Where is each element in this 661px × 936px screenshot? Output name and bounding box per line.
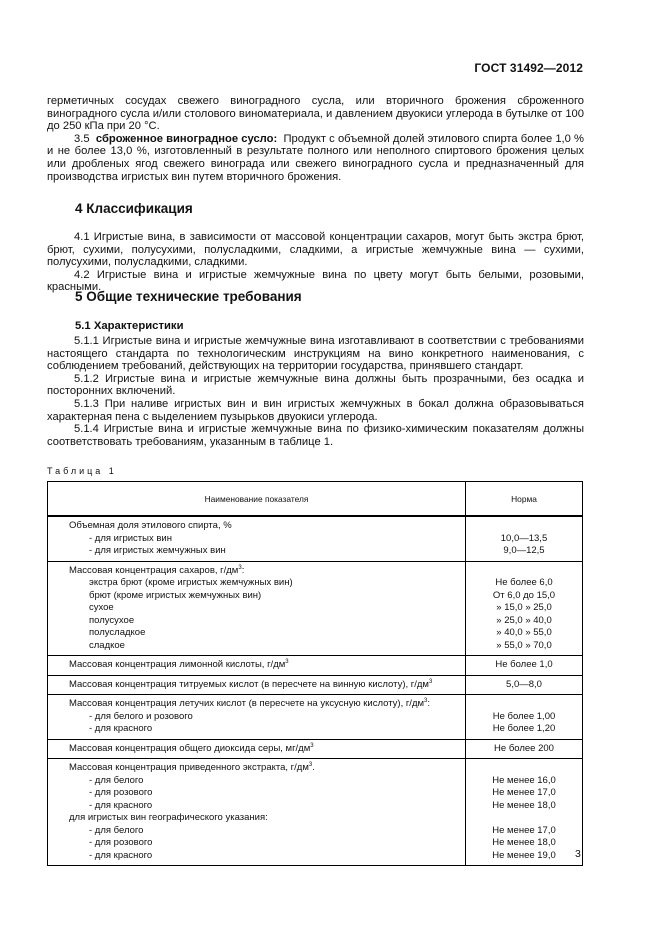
paragraph-4-1: 4.1 Игристые вина, в зависимости от массовой концентрации сахаров, могут быть экстра брют, брют, сухими, полусухими, полусладкими, сладкими, а игристые жемчужные вина — сухими, полусухими, полусладкими, сладкими. [47,231,584,269]
indicator-cell [48,561,466,656]
subsection-5-1-heading: 5.1 Характеристики [75,320,184,332]
table-row [48,516,583,561]
norm-value: 10,0—13,5 [500,532,548,544]
indicator-title: Массовая концентрация летучих кислот (в пересчете на уксусную кислоту), $г/дм^3$: [69,698,431,709]
indicator-item: - для красного [89,799,153,811]
indicator-title: Массовая концентрация лимонной кислоты, $г/дм^3$ [69,659,289,670]
norm-value: » 15,0 » 25,0 [496,602,552,613]
definition-3-5: 3.5 сброженное виноградное сусло: Продукт с объемной долей этилового спирта более 1,0 % и не более 13,0 %, изготовленный в результате полного или неполного спиртового брожения целых или дробленых ягод свежего винограда или свежего виноградного сусла и предназначенный для производства игристых вин путем вторичного брожения. [47,132,584,183]
norm-value: Не более 6,0 [495,577,553,588]
indicator-cell [48,759,466,866]
indicator-item: - для игристых вин [89,532,172,544]
indicator-item: сухое [89,602,114,613]
paragraph-5-1-3: 5.1.3 При наливе игристых вин и вин игристых жемчужных в бокал должна образовываться характерная пена с выделением пузырьков двуокиси углерода. [47,397,584,423]
paragraph-5-1-2: 5.1.2 Игристые вина и игристые жемчужные вина должны быть прозрачными, без осадка и посторонних включений. [47,372,584,398]
table-row [48,561,583,656]
indicator-item: для игристых вин географического указания: [69,812,268,823]
table-row [48,759,583,866]
norm-cell [466,695,583,740]
header-norm: Норма [466,482,583,517]
section-5-heading: 5 Общие технические требования [75,289,302,304]
norm-value: Не более 1,20 [492,723,556,734]
document-id: ГОСТ 31492—2012 [474,61,583,75]
table-row [48,739,583,759]
norm-value: Не менее 16,0 [492,774,556,786]
indicator-item: сладкое [89,639,125,651]
indicator-item: экстра брют (кроме игристых жемчужных вин) [89,577,293,588]
norm-value: Не более 1,00 [492,710,556,722]
indicator-item: - для белого [89,824,144,836]
norm-value: » 25,0 » 40,0 [496,614,552,626]
indicator-title: Массовая концентрация титруемых кислот (в пересчете на винную кислоту), $г/дм^3$ [69,678,433,690]
norm-value [466,812,582,825]
indicator-title: Массовая концентрация приведенного экстракта, $г/дм^3$. [69,762,315,773]
norm-value: Не менее 18,0 [492,837,556,848]
section-5-body [47,335,584,448]
norm-cell [466,656,583,676]
indicator-cell [48,695,466,740]
table-row [48,695,583,740]
norm-value: Не менее 17,0 [492,824,556,836]
indicator-title: Объемная доля этилового спирта, % [69,520,232,531]
norm-value: » 40,0 » 55,0 [496,627,552,638]
norm-cell [466,739,583,759]
table-row [48,675,583,695]
definition-term: сброженное виноградное сусло: [95,132,278,145]
indicator-item: - для красного [89,723,153,734]
norm-value: Не более 200 [494,742,554,754]
indicator-item: - для розового [89,787,153,798]
table-header-row [48,482,583,517]
paragraph-5-1-1: 5.1.1 Игристые вина и игристые жемчужные вина изготавливают в соответствии с требованиями настоящего стандарта по технологическим инструкциям на вино конкретного наименования, с соблюдением требований, действующих на территории государства, принявшего стандарт. [47,335,584,373]
paragraph-4-2: 4.2 Игристые вина и игристые жемчужные вина по цвету могут быть белыми, розовыми, красными. [47,268,584,294]
indicator-cell [48,656,466,676]
indicator-title: Массовая концентрация сахаров, $г/дм^3$: [69,564,245,576]
table-row [48,656,583,676]
norm-cell [466,759,583,866]
page-number: 3 [575,848,581,860]
indicator-item: полусухое [89,614,135,626]
indicator-item: - для игристых жемчужных вин [89,545,226,556]
indicator-title: Массовая концентрация общего диоксида серы, $мг/дм^3$ [69,742,314,754]
indicator-cell [48,739,466,759]
indicator-item: полусладкое [89,627,146,638]
norm-cell [466,516,583,561]
indicator-item: - для розового [89,837,153,848]
indicator-item: - для красного [89,849,153,861]
table-caption: Таблица 1 [47,466,117,476]
norm-value: Не менее 18,0 [492,799,556,811]
section-4-body [47,231,584,294]
indicator-item: брют (кроме игристых жемчужных вин) [89,589,262,601]
indicator-cell [48,675,466,695]
continuation-paragraph: герметичных сосудах свежего виноградного сусла, или вторичного брожения сброженного виноградного сусла и/или столового виноматериала, и давлением двуокиси углерода в бутылке от 100 до 250 кПа при 20 °С. [47,95,584,133]
norm-value: 9,0—12,5 [503,545,545,556]
requirements-table [47,481,583,866]
paragraph-5-1-4: 5.1.4 Игристые вина и игристые жемчужные вина по физико-химическим показателям должны соответствовать требованиям, указанным в таблице 1. [47,423,584,448]
norm-value: От 6,0 до 15,0 [492,589,556,601]
norm-value: 5,0—8,0 [506,678,542,690]
indicator-item: - для белого и розового [89,710,193,722]
norm-value: Не менее 19,0 [492,849,556,861]
intro-block [47,95,584,183]
norm-cell [466,675,583,695]
indicator-cell [48,516,466,561]
indicator-item: - для белого [89,774,144,786]
norm-value: Не более 1,0 [495,659,553,670]
norm-value: Не менее 17,0 [492,787,556,798]
norm-cell [466,561,583,656]
table-body [48,516,583,866]
norm-value: » 55,0 » 70,0 [496,639,552,651]
header-indicator: Наименование показателя [48,482,466,517]
section-4-heading: 4 Классификация [75,201,193,216]
